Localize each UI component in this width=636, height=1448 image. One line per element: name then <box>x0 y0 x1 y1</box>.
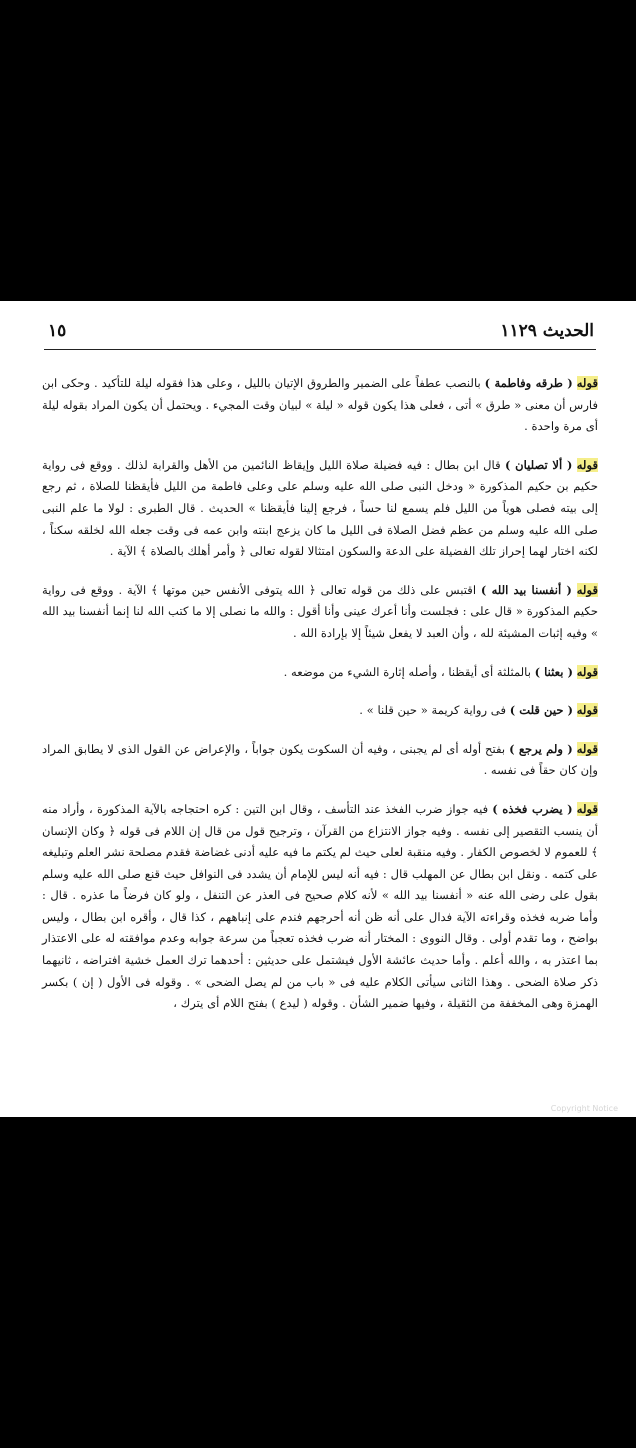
lemma: ( حين قلت ) <box>509 703 574 718</box>
key-word: قوله <box>576 582 598 597</box>
watermark: Copyright Notice <box>550 1104 618 1113</box>
lemma: ( بعثنا ) <box>534 664 574 679</box>
lemma: ( يضرب فخذه ) <box>492 801 573 816</box>
lemma: ( طرقه وفاطمة ) <box>484 376 573 390</box>
lemma: ( ألا تصليان ) <box>504 457 573 472</box>
paragraph <box>42 739 598 782</box>
key-word: قوله <box>576 376 598 390</box>
paragraph <box>42 455 598 563</box>
lemma: ( ولم يرجع ) <box>509 741 573 756</box>
commentary-body <box>42 373 598 1032</box>
key-word: قوله <box>576 741 598 756</box>
paragraph <box>42 662 598 684</box>
paragraph <box>42 373 598 438</box>
lemma: ( أنفسنا بيد الله ) <box>480 582 572 597</box>
document-page <box>0 301 636 1117</box>
key-word: قوله <box>576 801 599 816</box>
paragraph-text: بفتح أوله أى لم يجبنى ، وفيه أن السكوت يكون جواباً ، والإعراض عن القول الذى لا يطابق المراد وإن كان حقاً فى نفسه . <box>42 741 598 778</box>
header-rule <box>44 349 596 350</box>
paragraph-text: فى رواية كريمة « حين قلنا » . <box>359 703 506 718</box>
header-title: الحديث ١١٢٩ <box>500 321 594 341</box>
key-word: قوله <box>576 664 598 679</box>
key-word: قوله <box>576 457 598 472</box>
page-header <box>48 321 594 347</box>
paragraph <box>42 700 598 722</box>
paragraph-text: فيه جواز ضرب الفخذ عند التأسف ، وقال ابن التين : كره احتجاجه بالآية المذكورة ، وأراد منه أن ينسب التقصير إلى نفسه . وفيه جواز الانتزاع من القرآن ، وترجيح قول من قال إن اللام فى قوله ﴿ وكان الإنسان ﴾ للعموم لا لخصوص الكفار . وفيه منقبة لعلى حيث لم يكتم ما فيه عليه أدنى غضاضة فقدم مصلحة نشر العلم وتبليغه على كتمه . ونقل ابن بطال عن المهلب قال : فيه أنه ليس للإمام أن يشدد فى النوافل حيث قنع صلى الله عليه وسلم بقول على رضى الله عنه « أنفسنا بيد الله » لأنه كلام صحيح فى العذر عن التنفل ، ولو كان فرضاً ما عذره . قال : وأما ضربه فخذه وقراءته الآية فدال على أنه ظن أنه أحرجهم فندم على إنباههم ، كذا قال ، وأقره ابن بطال ، وليس بواضح ، وما تقدم أولى . وقال النووى : المختار أنه ضرب فخذه تعجباً من سرعة جوابه وعدم موافقته له على الاعتذار بما اعتذر به ، والله أعلم . وأما حديث عائشة الأول فيشتمل على حديثين : أحدهما ترك العمل خشية افتراضه ، ثانيهما ذكر صلاة الضحى . وهذا الثانى سيأتى الكلام عليه فى « باب من لم يصل الضحى » . وقوله فى الأول ( إن ) بكسر الهمزة وهى المخففة من الثقيلة ، وفيها ضمير الشأن . وقوله ( ليدع ) بفتح اللام أى يترك ، <box>42 801 599 1011</box>
paragraph-text: بالمثلثة أى أيقظنا ، وأصله إثارة الشيء من موضعه . <box>283 664 531 679</box>
paragraph <box>42 799 598 1015</box>
paragraph-text: قال ابن بطال : فيه فضيلة صلاة الليل وإيقاظ النائمين من الأهل والقرابة لذلك . ووقع فى رواية حكيم بن حكيم المذكورة « ودخل النبى صلى الله عليه وسلم على وعلى فاطمة من الليل فأيقظنا للصلاة ، ثم رجع إلى بيته فصلى هوياً من الليل فلم يسمع لنا حساً ، فرجع إلينا فأيقظنا » الحديث . قال الطبرى : لولا ما علم النبى صلى الله عليه وسلم من عظم فضل الصلاة فى الليل ما كان يزعج ابنته وابن عمه فى وقت جعله الله لخلقه سكناً ، لكنه اختار لهما إحراز تلك الفضيلة على الدعة والسكون امتثالا لقوله تعالى ﴿ وأمر أهلك بالصلاة ﴾ الآية . <box>42 457 598 559</box>
key-word: قوله <box>576 703 598 718</box>
paragraph-text: اقتبس على ذلك من قوله تعالى ﴿ الله يتوفى الأنفس حين موتها ﴾ الآية . ووقع فى رواية حكيم المذكورة « قال على : فجلست وأنا أعرك عينى وأنا أقول : والله ما نصلى إلا ما كتب الله لنا إنما أنفسنا بيد الله » وفيه إثبات المشيئة لله ، وأن العبد لا يفعل شيئاً إلا بإرادة الله . <box>42 582 598 640</box>
paragraph <box>42 580 598 645</box>
paragraph-text: بالنصب عطفاً على الضمير والطروق الإتيان بالليل ، وعلى هذا فقوله ليلة للتأكيد . وحكى ابن فارس أن معنى « طرق » أتى ، فعلى هذا يكون قوله « ليلة » لبيان وقت المجيء . ويحتمل أن يكون المراد بقوله ليلة أى مرة واحدة . <box>42 376 598 434</box>
page-number: ١٥ <box>48 321 67 341</box>
